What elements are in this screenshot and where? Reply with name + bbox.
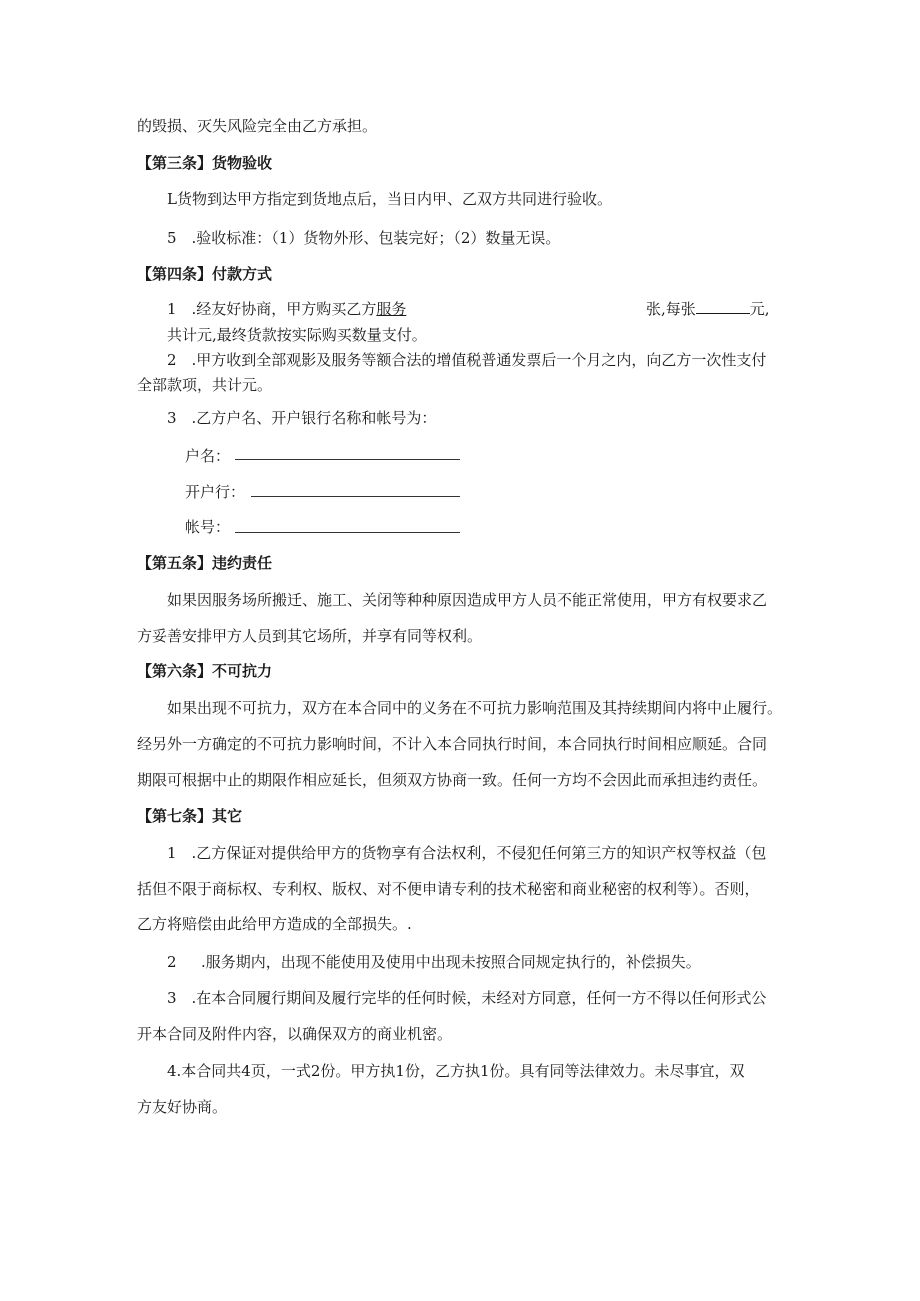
section-7-clause-1-cont-a: 括但不限于商标权、专利权、版权、对不便申请专利的技术秘密和商业秘密的权利等）。否则， [137, 880, 760, 898]
section-5-heading: 【第五条】违约责任 [137, 554, 273, 572]
bank-label: 开户行： [185, 483, 246, 501]
price-per-sheet [646, 299, 770, 319]
section-4-clause-2: 2 .甲方收到全部观影及服务等额合法的增值税普通发票后一个月之内，向乙方一次性支付 [167, 351, 767, 369]
section-4-clause-1-cont: 共计元,最终货款按实际购买数量支付。 [167, 326, 427, 344]
section-7-clause-1: 1 .乙方保证对提供给甲方的货物享有合法权利，不侵犯任何第三方的知识产权等权益（包 [167, 844, 767, 862]
section-6-line-1: 如果出现不可抗力，双方在本合同中的义务在不可抗力影响范围及其持续期间内将中止履行。 [167, 699, 783, 717]
price-blank [696, 299, 750, 314]
section-6-line-2: 经另外一方确定的不可抗力影响时间，不计入本合同执行时间，本合同执行时间相应顺延。合同 [137, 735, 768, 753]
carryover-line: 的毁损、灭失风险完全由乙方承担。 [137, 117, 378, 135]
section-4-heading: 【第四条】付款方式 [137, 265, 273, 283]
account-number-label: 帐号： [185, 518, 231, 536]
section-7-clause-2-number: 2 [167, 953, 177, 971]
yuan-label: 元, [749, 300, 770, 318]
section-3-heading: 【第三条】货物验收 [137, 154, 273, 172]
bank-field [251, 496, 460, 497]
section-4-clause-1 [167, 299, 406, 319]
section-7-clause-4: 4.本合同共4页，一式2份。甲方执1份，乙方执1份。具有同等法律效力。未尽事宜，双 [167, 1062, 745, 1080]
account-name-field [235, 459, 460, 460]
section-6-heading: 【第六条】不可抗力 [137, 662, 273, 680]
per-sheet-label: 张,每张 [646, 300, 696, 318]
section-5-line-2: 方妥善安排甲方人员到其它场所，并享有同等权利。 [137, 627, 483, 645]
section-6-line-3: 期限可根据中止的期限作相应延长，但须双方协商一致。任何一方均不会因此而承担违约责任。 [137, 771, 768, 789]
account-name-label: 户名： [185, 447, 231, 465]
section-4-clause-2-cont: 全部款项，共计元。 [137, 376, 273, 394]
section-7-clause-1-cont-b: 乙方将赔偿由此给甲方造成的全部损失。. [137, 915, 412, 933]
section-7-clause-3: 3 .在本合同履行期间及履行完毕的任何时候，未经对方同意，任何一方不得以任何形式公 [167, 989, 767, 1007]
account-number-field [235, 532, 460, 533]
clause-1-text: 1 .经友好协商，甲方购买乙方 [167, 300, 377, 318]
section-7-clause-3-cont: 开本合同及附件内容，以确保双方的商业机密。 [137, 1025, 453, 1043]
section-7-heading: 【第七条】其它 [137, 807, 243, 825]
section-4-clause-3: 3 .乙方户名、开户银行名称和帐号为： [167, 409, 437, 427]
section-7-clause-4-cont: 方友好协商。 [137, 1098, 228, 1116]
section-7-clause-2: .服务期内，出现不能使用及使用中出现未按照合同规定执行的，补偿损失。 [201, 953, 701, 971]
section-5-line-1: 如果因服务场所搬迁、施工、关闭等种种原因造成甲方人员不能正常使用，甲方有权要求乙 [167, 591, 768, 609]
service-underlined: 服务 [376, 300, 407, 318]
section-3-clause-2: 5 .验收标准：（1）货物外形、包装完好；（2）数量无误。 [167, 229, 561, 247]
section-3-clause-1: L货物到达甲方指定到货地点后，当日内甲、乙双方共同进行验收。 [167, 190, 612, 208]
